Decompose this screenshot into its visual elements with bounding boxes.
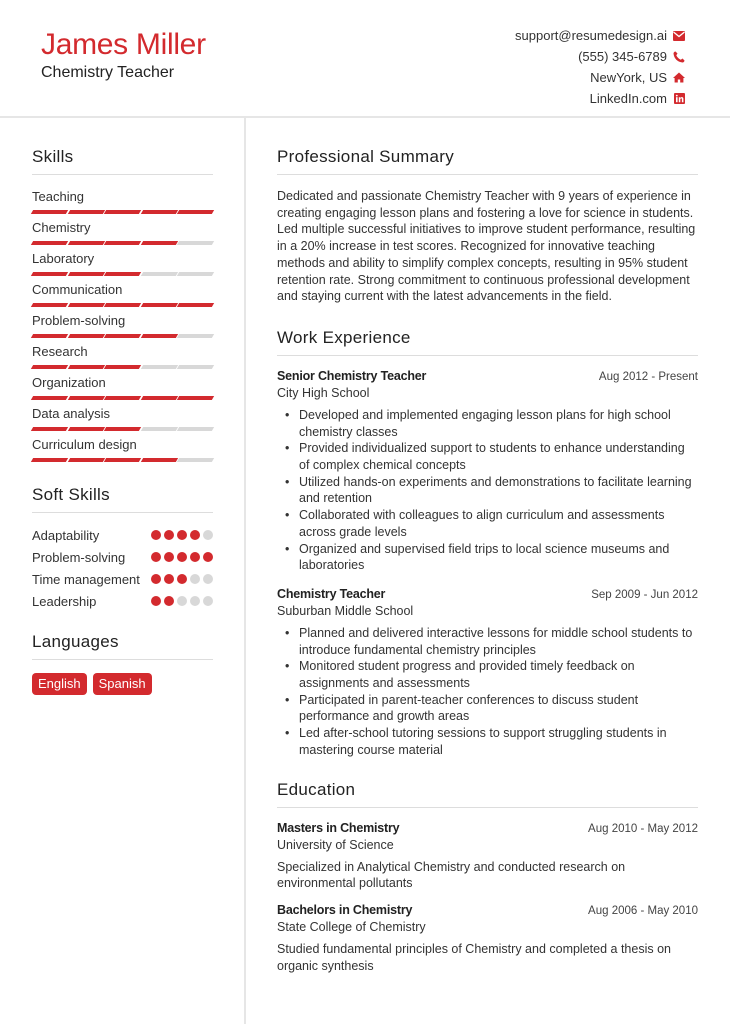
contact-phone[interactable] [515, 46, 685, 67]
rating-dot-icon [164, 596, 174, 606]
skill-level-segment [31, 210, 68, 214]
experience-section [277, 327, 698, 759]
skill-level-segment [31, 334, 68, 338]
skill-level-segment [104, 241, 141, 245]
skill-level-segment [177, 427, 214, 431]
skill-level-segment [31, 303, 68, 307]
rating-dot-icon [151, 552, 161, 562]
skill-level-segment [67, 334, 104, 338]
rating-dot-icon [190, 530, 200, 540]
skill-level-segment [177, 334, 214, 338]
contact-list [515, 25, 685, 109]
skill-name: Chemistry [32, 220, 91, 235]
job-organization: Suburban Middle School [277, 603, 414, 618]
skill-level-segment [140, 365, 177, 369]
soft-skill-name: Time management [32, 572, 140, 587]
job-header [277, 586, 698, 603]
skill-level-segment [67, 427, 104, 431]
education-description: Studied fundamental principles of Chemistry and completed a thesis on organic synthesis [277, 941, 671, 973]
rating-dot-icon [177, 574, 187, 584]
candidate-title: Chemistry Teacher [41, 64, 175, 81]
job-bullet: • Collaborated with colleagues to align curriculum and assessments across grade levels [277, 507, 698, 540]
skill-name: Teaching [32, 189, 85, 204]
soft-skill-rating [151, 527, 213, 540]
skill-level-segment [67, 272, 104, 276]
contact-phone-text: (555) 345-6789 [578, 49, 667, 64]
skill-level-segment [104, 272, 141, 276]
education-entry [277, 820, 698, 892]
skill-name: Data analysis [32, 406, 111, 421]
skill-item [32, 251, 213, 276]
skill-level-segment [67, 303, 104, 307]
education-list [277, 820, 698, 975]
contact-location [515, 67, 685, 88]
job-header [277, 368, 698, 385]
skill-level-segment [104, 458, 141, 462]
skill-level-segment [104, 427, 141, 431]
candidate-name: James Miller [41, 28, 206, 61]
linkedin-icon [673, 93, 685, 105]
languages-heading: Languages [32, 631, 213, 660]
education-section [277, 779, 698, 975]
skill-level-segment [67, 210, 104, 214]
envelope-icon [673, 30, 685, 42]
skill-level-bar [32, 396, 213, 400]
skill-level-segment [104, 334, 141, 338]
education-description: Specialized in Analytical Chemistry and conducted research on environmental pollutants [277, 859, 626, 891]
skill-level-bar [32, 427, 213, 431]
skill-level-bar [32, 303, 213, 307]
home-icon [673, 72, 685, 84]
skill-level-segment [67, 241, 104, 245]
skills-heading: Skills [32, 146, 213, 175]
job-dates: Aug 2012 - Present [598, 370, 698, 383]
skill-level-segment [140, 396, 177, 400]
degree: Bachelors in Chemistry [277, 902, 413, 917]
rating-dot-icon [164, 574, 174, 584]
skill-level-segment [31, 272, 68, 276]
column-divider [244, 118, 246, 1024]
job-bullet: • Developed and implemented engaging lesson plans for high school chemistry classes [277, 407, 698, 440]
skill-level-segment [140, 334, 177, 338]
skill-name: Communication [32, 282, 123, 297]
job-dates: Sep 2009 - Jun 2012 [591, 588, 698, 601]
skill-level-segment [140, 272, 177, 276]
job-bullet: • Led after-school tutoring sessions to support struggling students in mastering course material [277, 725, 698, 758]
soft-skills-list [32, 527, 213, 610]
soft-skill-item [32, 593, 213, 610]
languages-list [32, 673, 213, 695]
skill-level-segment [140, 241, 177, 245]
skill-item [32, 406, 213, 431]
degree: Masters in Chemistry [277, 820, 400, 835]
skill-level-segment [177, 241, 214, 245]
education-header [277, 902, 698, 919]
main-content [277, 146, 698, 974]
soft-skill-rating [151, 549, 213, 562]
summary-text: Dedicated and passionate Chemistry Teacher with 9 years of experience in creating engaging lesson plans and fostering a love for science in students. Led multiple successful initiatives to improve student performance, resulting in a 20% increase in test scores. Recognized for innovative teaching methods and ability to simplify complex concepts, resulting in 95% student retention rate. Strong commitment to continuous professional development and staying current with the latest advancements in the field. [277, 189, 696, 304]
languages-section [32, 631, 213, 695]
skill-level-segment [67, 396, 104, 400]
skills-list [32, 189, 213, 462]
skill-level-segment [140, 303, 177, 307]
skill-name: Organization [32, 375, 106, 390]
soft-skill-rating [151, 571, 213, 584]
jobs-list [277, 368, 698, 759]
education-dates: Aug 2010 - May 2012 [588, 822, 698, 835]
soft-skill-item [32, 571, 213, 588]
skill-level-segment [31, 458, 68, 462]
skill-item [32, 375, 213, 400]
job-entry [277, 586, 698, 759]
education-heading: Education [277, 779, 698, 808]
skill-item [32, 189, 213, 214]
contact-location-text: NewYork, US [590, 70, 667, 85]
phone-icon [673, 51, 685, 63]
skill-level-bar [32, 365, 213, 369]
soft-skill-rating [151, 593, 213, 606]
contact-linkedin[interactable] [515, 88, 685, 109]
soft-skill-item [32, 527, 213, 544]
skill-level-segment [177, 458, 214, 462]
contact-email[interactable] [515, 25, 685, 46]
language-badge: Spanish [93, 673, 152, 695]
rating-dot-icon [177, 552, 187, 562]
rating-dot-icon [203, 552, 213, 562]
skill-level-segment [177, 303, 214, 307]
job-bullets [277, 407, 698, 574]
skill-name: Problem-solving [32, 313, 126, 328]
school: University of Science [277, 837, 394, 852]
soft-skill-name: Problem-solving [32, 550, 126, 565]
skill-level-segment [104, 210, 141, 214]
job-bullet: • Monitored student progress and provided timely feedback on assignments and assessments [277, 658, 698, 691]
job-bullet: • Participated in parent-teacher conferences to discuss student performance and growth areas [277, 692, 698, 725]
skill-level-segment [67, 458, 104, 462]
rating-dot-icon [190, 596, 200, 606]
rating-dot-icon [151, 574, 161, 584]
skill-level-segment [31, 241, 68, 245]
skill-level-segment [104, 303, 141, 307]
skill-level-segment [31, 365, 68, 369]
soft-skill-name: Adaptability [32, 528, 100, 543]
school: State College of Chemistry [277, 919, 426, 934]
skill-item [32, 282, 213, 307]
skill-item [32, 344, 213, 369]
summary-heading: Professional Summary [277, 146, 698, 175]
job-title: Senior Chemistry Teacher [277, 368, 427, 383]
rating-dot-icon [164, 530, 174, 540]
soft-skills-heading: Soft Skills [32, 484, 213, 513]
contact-linkedin-text: LinkedIn.com [589, 91, 667, 106]
skill-level-bar [32, 458, 213, 462]
resume-header [0, 0, 730, 118]
skill-name: Curriculum design [32, 437, 137, 452]
education-header [277, 820, 698, 837]
rating-dot-icon [151, 530, 161, 540]
skill-level-segment [177, 210, 214, 214]
job-title: Chemistry Teacher [277, 586, 386, 601]
rating-dot-icon [151, 596, 161, 606]
soft-skills-section [32, 484, 213, 610]
job-bullet: • Planned and delivered interactive lessons for middle school students to introduce fundamental chemistry principles [277, 625, 698, 658]
skill-name: Laboratory [32, 251, 95, 266]
job-bullet: • Organized and supervised field trips to local science museums and laboratories [277, 541, 698, 574]
summary-section [277, 146, 698, 305]
rating-dot-icon [203, 530, 213, 540]
skill-level-segment [140, 427, 177, 431]
language-badge: English [32, 673, 87, 695]
soft-skill-name: Leadership [32, 594, 97, 609]
skills-section [32, 146, 213, 462]
skill-level-bar [32, 272, 213, 276]
rating-dot-icon [190, 574, 200, 584]
job-bullets [277, 625, 698, 759]
experience-heading: Work Experience [277, 327, 698, 356]
contact-email-text: support@resumedesign.ai [515, 28, 667, 43]
skill-level-segment [140, 458, 177, 462]
job-organization: City High School [277, 385, 370, 400]
skill-level-segment [67, 365, 104, 369]
skill-level-segment [31, 396, 68, 400]
skill-level-segment [104, 396, 141, 400]
skill-level-bar [32, 334, 213, 338]
skill-level-bar [32, 210, 213, 214]
rating-dot-icon [164, 552, 174, 562]
skill-level-segment [31, 427, 68, 431]
rating-dot-icon [190, 552, 200, 562]
skill-item [32, 437, 213, 462]
job-bullet: • Utilized hands-on experiments and demonstrations to facilitate learning and retention [277, 474, 698, 507]
skill-item [32, 220, 213, 245]
skill-level-segment [177, 365, 214, 369]
rating-dot-icon [177, 530, 187, 540]
skill-level-segment [177, 396, 214, 400]
sidebar [32, 146, 213, 695]
rating-dot-icon [203, 596, 213, 606]
education-dates: Aug 2006 - May 2010 [588, 904, 698, 917]
soft-skill-item [32, 549, 213, 566]
job-bullet: • Provided individualized support to students to enhance understanding of complex chemical concepts [277, 440, 698, 473]
skill-level-segment [177, 272, 214, 276]
skill-item [32, 313, 213, 338]
rating-dot-icon [203, 574, 213, 584]
skill-level-bar [32, 241, 213, 245]
education-entry [277, 902, 698, 974]
skill-level-segment [104, 365, 141, 369]
skill-level-segment [140, 210, 177, 214]
rating-dot-icon [177, 596, 187, 606]
skill-name: Research [32, 344, 88, 359]
job-entry [277, 368, 698, 574]
